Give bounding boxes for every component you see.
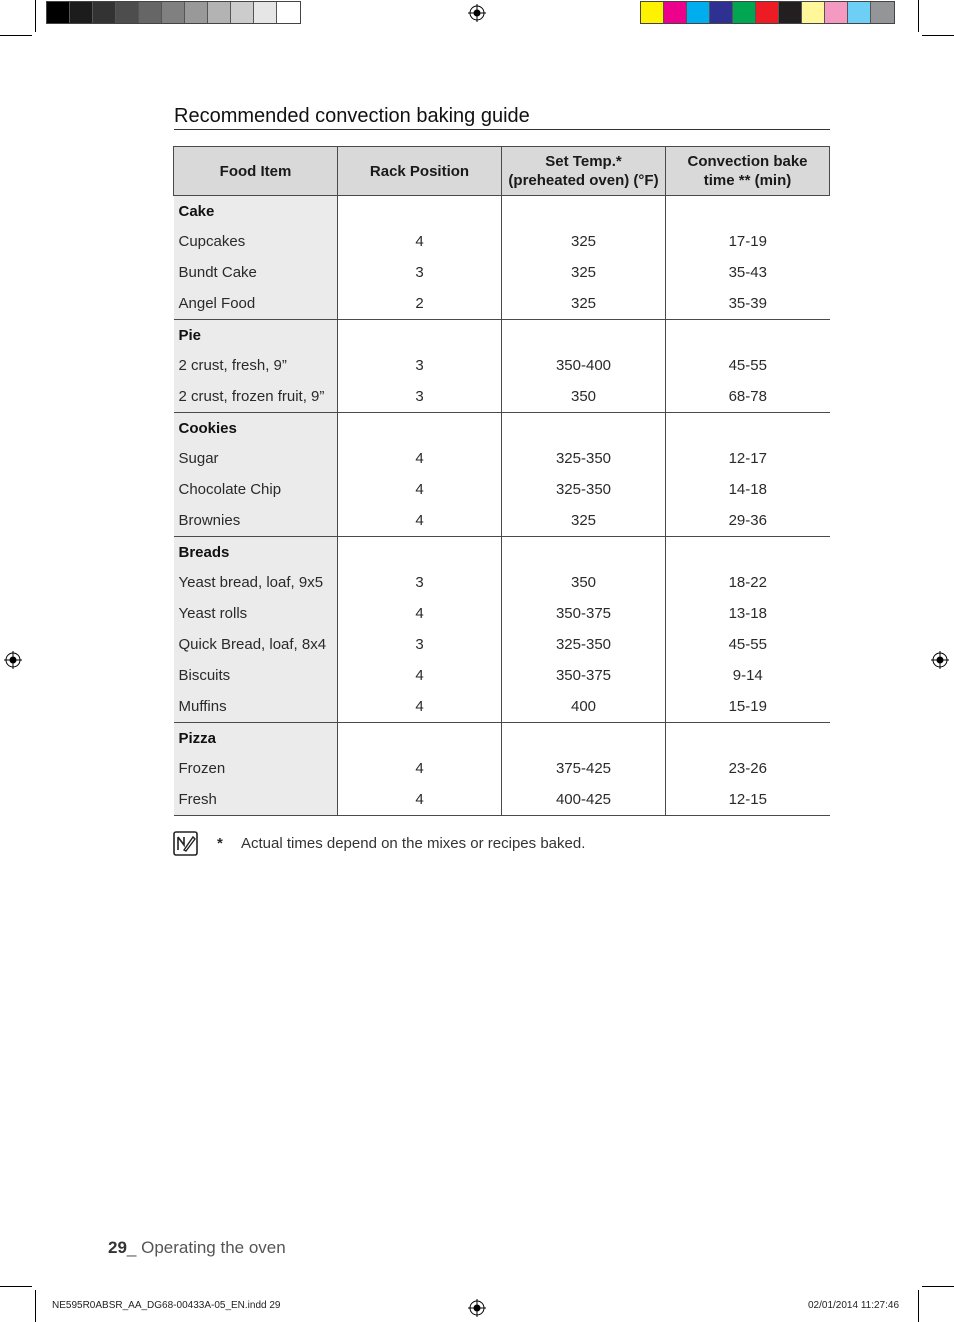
- color-swatch: [208, 2, 231, 23]
- color-swatch: [710, 2, 733, 23]
- page-number: 29: [108, 1238, 127, 1257]
- table-row: [174, 288, 830, 320]
- food-cell: Biscuits: [174, 660, 338, 691]
- time-cell: 12-15: [666, 784, 830, 816]
- crop-mark: [918, 1290, 919, 1322]
- table-row: [174, 660, 830, 691]
- time-cell: 14-18: [728, 481, 767, 498]
- group-header-row: [174, 196, 830, 227]
- page-title: Recommended convection baking guide: [174, 105, 530, 127]
- temp-cell: 350-375: [502, 660, 666, 691]
- color-swatch: [93, 2, 116, 23]
- note-marker: *: [217, 835, 223, 852]
- registration-mark-icon: [468, 4, 486, 22]
- temp-cell: 325-350: [502, 629, 666, 660]
- temp-cell: 325: [502, 505, 666, 537]
- group-name: Cake: [174, 196, 338, 227]
- header-food-item: Food Item: [174, 147, 338, 196]
- color-swatch: [277, 2, 300, 23]
- table-row: [174, 443, 830, 474]
- page-footer: [108, 1238, 286, 1258]
- color-swatch: [185, 2, 208, 23]
- food-cell: Chocolate Chip: [174, 474, 338, 505]
- date-slug: 02/01/2014 11:27:46: [808, 1300, 900, 1311]
- registration-mark-icon: [4, 651, 22, 669]
- empty-cell: [502, 413, 666, 444]
- rack-cell: 4: [338, 753, 502, 784]
- empty-cell: [502, 320, 666, 351]
- rack-cell: 3: [338, 257, 502, 288]
- table-row: [174, 598, 830, 629]
- food-cell: Frozen: [174, 753, 338, 784]
- food-cell: Yeast bread, loaf, 9x5: [174, 567, 338, 598]
- temp-cell: 325: [502, 257, 666, 288]
- rack-cell: 3: [338, 629, 502, 660]
- group-name: Cookies: [174, 413, 338, 444]
- temp-cell: 325-350: [502, 443, 666, 474]
- table-row: [174, 257, 830, 288]
- time-cell: 12-17: [728, 450, 767, 467]
- food-cell: Cupcakes: [174, 226, 338, 257]
- empty-cell: [338, 320, 502, 351]
- title-underline: [174, 129, 830, 130]
- temp-cell: 325: [502, 226, 666, 257]
- empty-cell: [666, 537, 830, 568]
- header-rack-position: Rack Position: [338, 147, 502, 196]
- rack-cell: 3: [338, 567, 502, 598]
- grayscale-color-bar: [46, 1, 301, 24]
- time-cell: 17-19: [728, 233, 767, 250]
- table-row: [174, 567, 830, 598]
- group-header-row: [174, 723, 830, 754]
- table-row: [174, 629, 830, 660]
- empty-cell: [666, 320, 830, 351]
- color-swatch: [116, 2, 139, 23]
- table-row: [174, 505, 830, 537]
- color-swatch: [70, 2, 93, 23]
- time-cell: 35-43: [728, 264, 767, 281]
- table-row: [174, 474, 830, 505]
- time-cell: 45-55: [728, 636, 767, 653]
- empty-cell: [338, 413, 502, 444]
- rack-cell: 4: [338, 474, 502, 505]
- color-swatch: [848, 2, 871, 23]
- temp-cell: 325-350: [502, 474, 666, 505]
- empty-cell: [502, 196, 666, 227]
- time-cell: 15-19: [666, 691, 830, 723]
- rack-cell: 4: [338, 598, 502, 629]
- rack-cell: 4: [338, 226, 502, 257]
- time-cell: 18-22: [728, 574, 767, 591]
- temp-cell: 375-425: [502, 753, 666, 784]
- temp-cell: 400-425: [502, 784, 666, 816]
- group-name: Pizza: [174, 723, 338, 754]
- group-name: Pie: [174, 320, 338, 351]
- food-cell: Quick Bread, loaf, 8x4: [174, 629, 338, 660]
- table-row: [174, 381, 830, 413]
- food-cell: Sugar: [174, 443, 338, 474]
- color-swatch: [231, 2, 254, 23]
- crop-mark: [35, 0, 36, 32]
- food-cell: Bundt Cake: [174, 257, 338, 288]
- color-swatch: [802, 2, 825, 23]
- color-swatch: [162, 2, 185, 23]
- empty-cell: [338, 196, 502, 227]
- crop-mark: [0, 1286, 32, 1287]
- empty-cell: [666, 413, 830, 444]
- time-cell: 35-39: [666, 288, 830, 320]
- temp-cell: 400: [502, 691, 666, 723]
- color-swatch: [871, 2, 894, 23]
- table-body: [174, 196, 830, 816]
- rack-cell: 4: [338, 784, 502, 816]
- rack-cell: 2: [338, 288, 502, 320]
- time-cell: 9-14: [732, 667, 763, 684]
- crop-mark: [922, 35, 954, 36]
- table-header-row: [174, 147, 830, 196]
- color-swatch: [254, 2, 277, 23]
- food-cell: 2 crust, fresh, 9”: [174, 350, 338, 381]
- empty-cell: [502, 723, 666, 754]
- empty-cell: [338, 723, 502, 754]
- temp-cell: 350-400: [502, 350, 666, 381]
- color-swatch: [47, 2, 70, 23]
- process-color-bar: [640, 1, 895, 24]
- food-cell: Fresh: [174, 784, 338, 816]
- empty-cell: [666, 196, 830, 227]
- temp-cell: 325: [502, 288, 666, 320]
- crop-mark: [35, 1290, 36, 1322]
- group-header-row: [174, 537, 830, 568]
- rack-cell: 4: [338, 691, 502, 723]
- food-cell: Angel Food: [174, 288, 338, 320]
- rack-cell: 4: [338, 443, 502, 474]
- registration-mark-icon: [468, 1299, 486, 1317]
- color-swatch: [779, 2, 802, 23]
- color-swatch: [139, 2, 162, 23]
- time-cell: 68-78: [666, 381, 830, 413]
- rack-cell: 4: [338, 660, 502, 691]
- time-cell: 45-55: [728, 357, 767, 374]
- group-header-row: [174, 320, 830, 351]
- color-swatch: [664, 2, 687, 23]
- group-name: Breads: [174, 537, 338, 568]
- note-text: Actual times depend on the mixes or recipes baked.: [241, 835, 586, 852]
- rack-cell: 4: [338, 505, 502, 537]
- temp-cell: 350-375: [502, 598, 666, 629]
- color-swatch: [756, 2, 779, 23]
- table-row: [174, 350, 830, 381]
- crop-mark: [0, 35, 32, 36]
- food-cell: Yeast rolls: [174, 598, 338, 629]
- section-name: _ Operating the oven: [126, 1238, 286, 1257]
- empty-cell: [502, 537, 666, 568]
- header-set-temp: Set Temp.* (preheated oven) (°F): [502, 147, 666, 196]
- empty-cell: [338, 537, 502, 568]
- time-cell: 23-26: [728, 760, 767, 777]
- file-slug: NE595R0ABSR_AA_DG68-00433A-05_EN.indd 29: [52, 1300, 281, 1311]
- crop-mark: [918, 0, 919, 32]
- food-cell: 2 crust, frozen fruit, 9”: [174, 381, 338, 413]
- color-swatch: [641, 2, 664, 23]
- temp-cell: 350: [502, 567, 666, 598]
- group-header-row: [174, 413, 830, 444]
- table-row: [174, 784, 830, 816]
- food-cell: Muffins: [174, 691, 338, 723]
- table-row: [174, 226, 830, 257]
- table-row: [174, 753, 830, 784]
- crop-mark: [922, 1286, 954, 1287]
- registration-mark-icon: [931, 651, 949, 669]
- color-swatch: [733, 2, 756, 23]
- time-cell: 29-36: [666, 505, 830, 537]
- rack-cell: 3: [338, 350, 502, 381]
- food-cell: Brownies: [174, 505, 338, 537]
- header-bake-time: Convection bake time ** (min): [666, 147, 830, 196]
- rack-cell: 3: [338, 381, 502, 413]
- note-pencil-icon: [173, 831, 198, 856]
- temp-cell: 350: [502, 381, 666, 413]
- baking-guide-table: [173, 146, 830, 816]
- color-swatch: [687, 2, 710, 23]
- time-cell: 13-18: [728, 605, 767, 622]
- color-swatch: [825, 2, 848, 23]
- empty-cell: [666, 723, 830, 754]
- table-row: [174, 691, 830, 723]
